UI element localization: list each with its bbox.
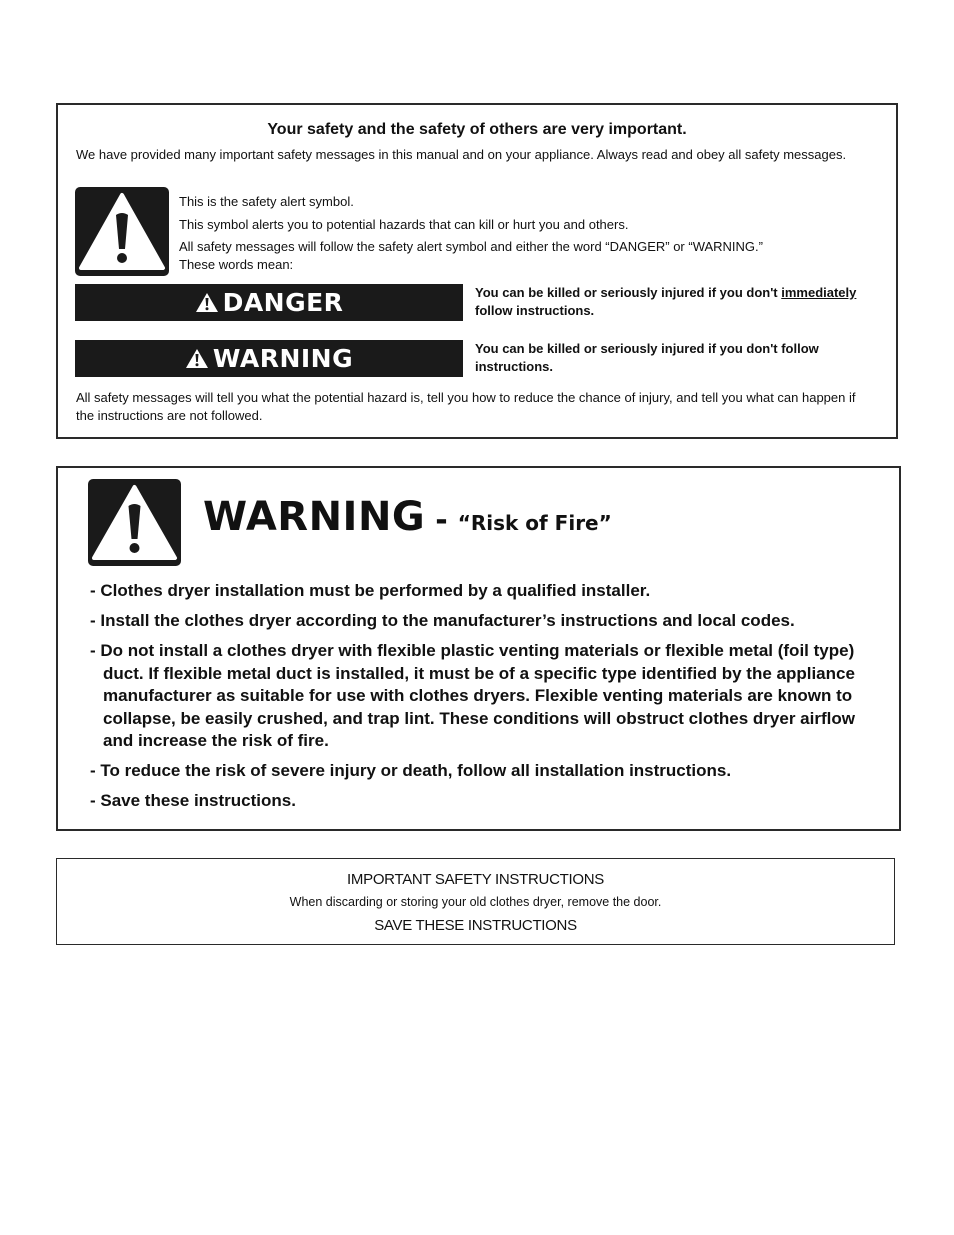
list-item: - Install the clothes dryer according to the manufacturer’s instructions and local codes. xyxy=(90,611,795,630)
danger-label: DANGER xyxy=(222,288,344,317)
symbol-line-2: This symbol alerts you to potential hazards that can kill or hurt you and others. xyxy=(179,217,629,232)
fire-warning-heading xyxy=(203,494,612,540)
safety-information-box xyxy=(56,103,898,439)
safety-title: Your safety and the safety of others are very important. xyxy=(267,121,687,138)
safety-alert-icon xyxy=(75,187,169,276)
fire-warning-dash: - xyxy=(435,503,448,538)
list-item: - Save these instructions. xyxy=(90,791,296,810)
fire-warning-subtitle: “Risk of Fire” xyxy=(457,511,612,535)
fire-warning-box xyxy=(56,466,901,831)
safety-intro: We have provided many important safety messages in this manual and on your appliance. Always read and obey all safety messages. xyxy=(76,147,847,162)
symbol-line-4: These words mean: xyxy=(179,257,294,272)
warning-alert-icon xyxy=(185,348,209,369)
warning-description: You can be killed or seriously injured if you don't follow instructions. xyxy=(475,341,819,374)
danger-banner xyxy=(75,284,463,321)
danger-text-part: You can be killed or seriously injured if you don't xyxy=(475,285,782,300)
important-instructions-box xyxy=(56,858,895,945)
danger-text-emphasis: immediately xyxy=(781,285,857,300)
warning-label: WARNING xyxy=(212,344,354,373)
important-title: IMPORTANT SAFETY INSTRUCTIONS xyxy=(347,871,604,888)
safety-footer: All safety messages will tell you what the potential hazard is, tell you how to reduce the chance of injury, and tell you what can happen if the instructions are not followed. xyxy=(76,390,856,423)
list-item: - To reduce the risk of severe injury or death, follow all installation instructions. xyxy=(90,761,732,780)
list-item: - Clothes dryer installation must be performed by a qualified installer. xyxy=(90,581,651,600)
symbol-line-1: This is the safety alert symbol. xyxy=(179,194,354,209)
symbol-line-3: All safety messages will follow the safety alert symbol and either the word “DANGER” or “WARNING.” xyxy=(179,239,763,254)
danger-text-end: follow instructions. xyxy=(475,303,595,318)
save-instructions-label: SAVE THESE INSTRUCTIONS xyxy=(374,917,577,934)
important-subtitle: When discarding or storing your old clothes dryer, remove the door. xyxy=(289,895,662,909)
list-item: - Do not install a clothes dryer with flexible plastic venting materials or flexible metal (foil type) duct. If flexible metal duct is installed, it must be of a specific type identified by the appliance manufacturer as suitable for use with clothes dryers. Flexible venting materials are known to collapse, be easily crushed, and trap lint. These conditions will obstruct clothes dryer airflow and increase the risk of fire. xyxy=(90,641,855,750)
fire-warning-list xyxy=(90,580,881,820)
fire-warning-word: WARNING xyxy=(203,494,426,540)
danger-description xyxy=(475,284,889,320)
fire-alert-icon xyxy=(88,479,181,566)
danger-alert-icon xyxy=(195,292,219,313)
warning-banner xyxy=(75,340,463,377)
